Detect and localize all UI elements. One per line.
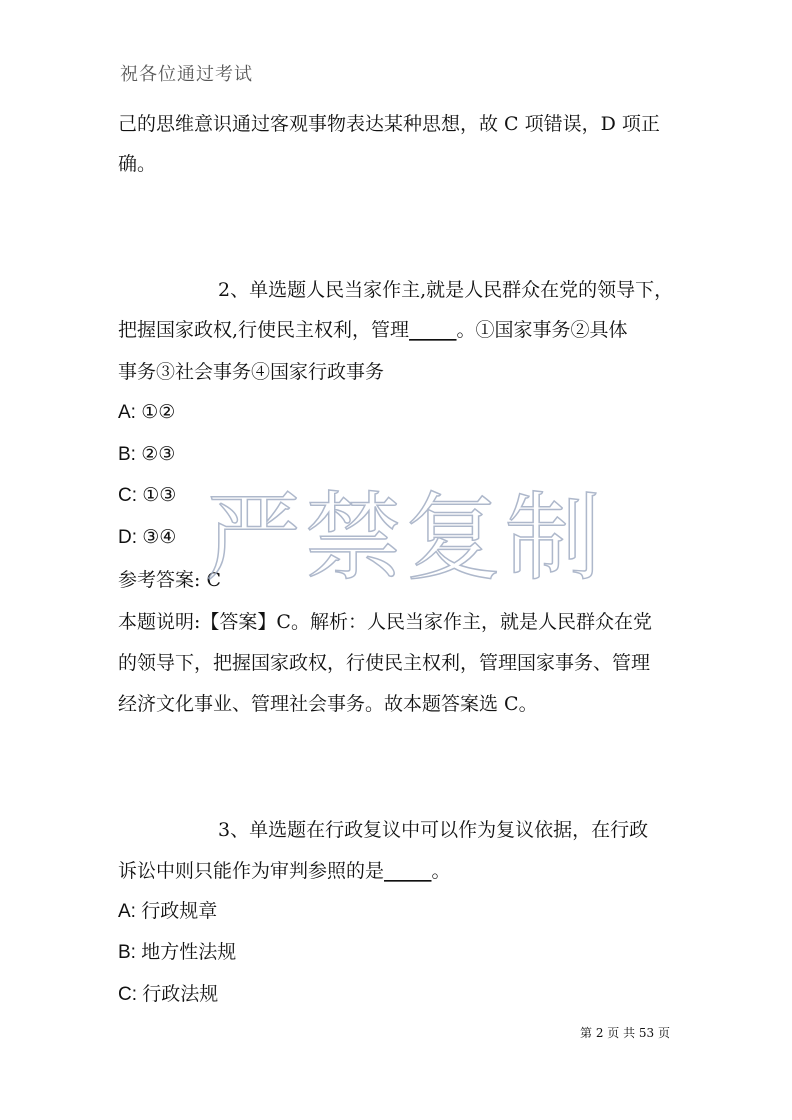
q3-blank: _____ xyxy=(384,860,432,882)
q2-stem-text: 把握国家政权,行使民主权利，管理 xyxy=(118,319,410,341)
q2-stem-line-1: 2、单选题人民当家作主,就是人民群众在党的领导下， xyxy=(218,279,674,301)
q2-explanation-line-3: 经济文化事业、管理社会事务。故本题答案选 C。 xyxy=(118,693,538,715)
q2-answer: 参考答案: C xyxy=(118,569,221,591)
q2-option-d: D: ③④ xyxy=(118,527,177,548)
q3-option-a: A: 行政规章 xyxy=(118,901,218,922)
q3-stem-line-2 xyxy=(118,859,451,883)
q2-option-b: B: ②③ xyxy=(118,444,176,465)
q2-stem-line-3: 事务③社会事务④国家行政事务 xyxy=(118,361,385,383)
q3-stem-text: 诉讼中则只能作为审判参照的是 xyxy=(118,860,385,882)
q3-option-b: B: 地方性法规 xyxy=(118,942,237,963)
watermark: 严禁复制 xyxy=(205,482,605,594)
page-footer: 第 2 页 共 53 页 xyxy=(580,1026,670,1040)
q3-option-c: C: 行政法规 xyxy=(118,984,219,1005)
q1-tail-line-1: 己的思维意识通过客观事物表达某种思想，故 C 项错误，D 项正 xyxy=(118,113,660,135)
page-header: 祝各位通过考试 xyxy=(120,64,253,85)
q3-stem-text-after: 。 xyxy=(431,860,451,882)
q2-explanation-line-1: 本题说明:【答案】C。解析：人民当家作主，就是人民群众在党 xyxy=(118,611,652,633)
q2-stem-text-after: 。①国家事务②具体 xyxy=(456,319,628,341)
q2-stem-line-2 xyxy=(118,318,628,342)
q2-option-c: C: ①③ xyxy=(118,485,177,506)
q2-explanation-line-2: 的领导下，把握国家政权，行使民主权利，管理国家事务、管理 xyxy=(118,652,651,674)
q2-blank: _____ xyxy=(409,319,457,341)
q2-option-a: A: ①② xyxy=(118,402,176,423)
q3-stem-line-1: 3、单选题在行政复议中可以作为复议依据，在行政 xyxy=(218,819,649,841)
q1-tail-line-2: 确。 xyxy=(118,153,157,175)
